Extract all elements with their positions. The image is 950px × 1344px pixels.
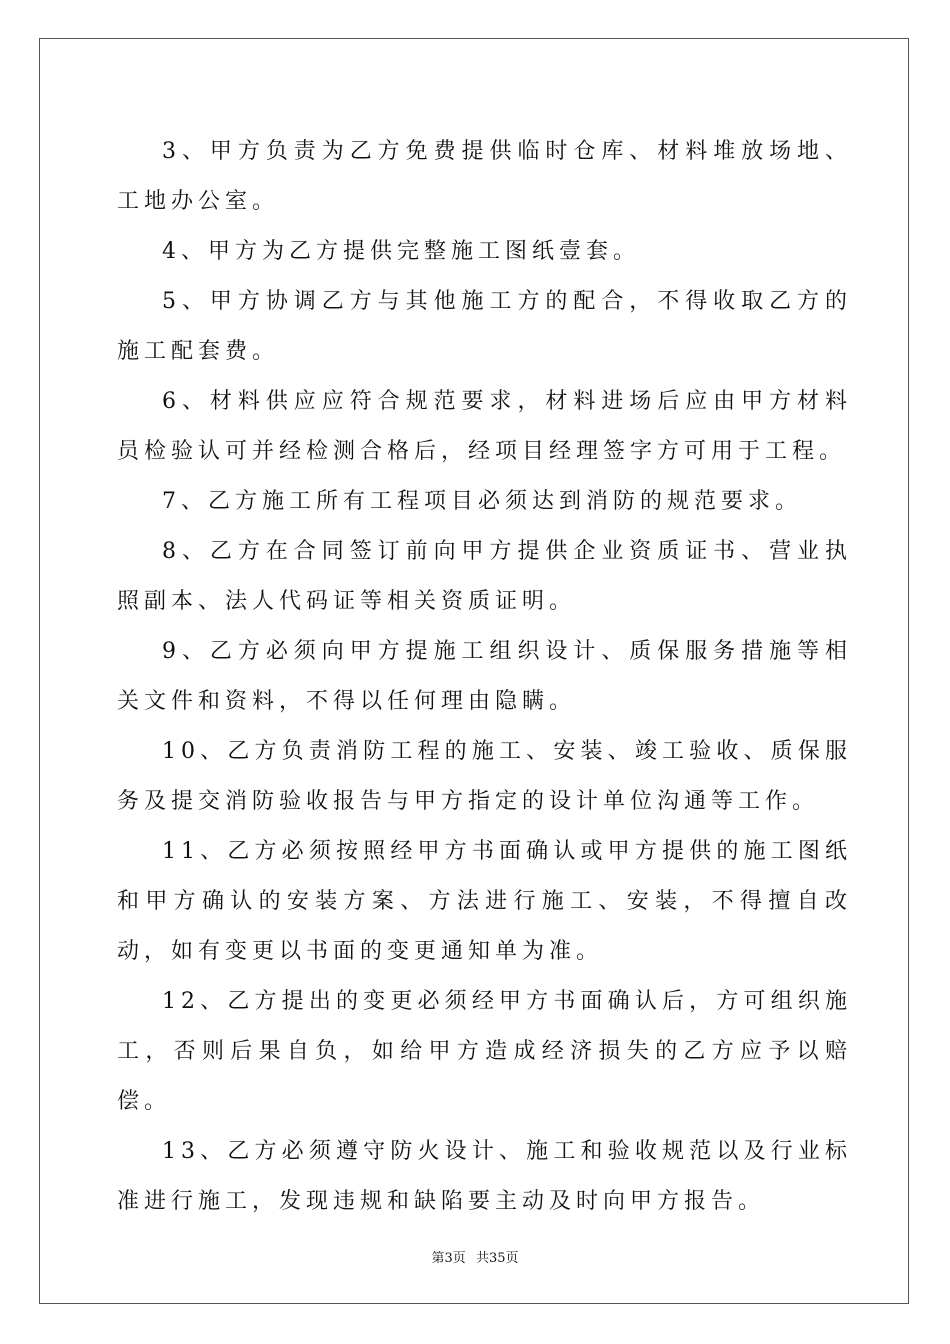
paragraph-8: 8、乙方在合同签订前向甲方提供企业资质证书、营业执照副本、法人代码证等相关资质证明。 [117,539,852,614]
paragraph-12: 12、乙方提出的变更必须经甲方书面确认后，方可组织施工，否则后果自负，如给甲方造成经济损失的乙方应予以赔偿。 [117,989,852,1114]
paragraph-5: 5、甲方协调乙方与其他施工方的配合，不得收取乙方的施工配套费。 [117,289,852,364]
paragraph-4: 4、甲方为乙方提供完整施工图纸壹套。 [162,239,640,264]
paragraph-7: 7、乙方施工所有工程项目必须达到消防的规范要求。 [162,489,802,514]
paragraph-13: 13、乙方必须遵守防火设计、施工和验收规范以及行业标准进行施工，发现违规和缺陷要主动及时向甲方报告。 [117,1139,852,1214]
page-total: 共35页 [475,1251,519,1266]
paragraph-11: 11、乙方必须按照经甲方书面确认或甲方提供的施工图纸和甲方确认的安装方案、方法进行施工、安装，不得擅自改动，如有变更以书面的变更通知单为准。 [117,839,852,964]
paragraph-10: 10、乙方负责消防工程的施工、安装、竣工验收、质保服务及提交消防验收报告与甲方指定的设计单位沟通等工作。 [117,739,852,814]
paragraph-9: 9、乙方必须向甲方提施工组织设计、质保服务措施等相关文件和资料，不得以任何理由隐瞒。 [117,639,852,714]
paragraph-6: 6、材料供应应符合规范要求，材料进场后应由甲方材料员检验认可并经检测合格后，经项目经理签字方可用于工程。 [117,389,852,464]
page-footer [0,1247,950,1266]
document-body [117,127,852,1227]
paragraph-3: 3、甲方负责为乙方免费提供临时仓库、材料堆放场地、工地办公室。 [117,139,852,214]
page-number: 第3页 [431,1251,466,1266]
